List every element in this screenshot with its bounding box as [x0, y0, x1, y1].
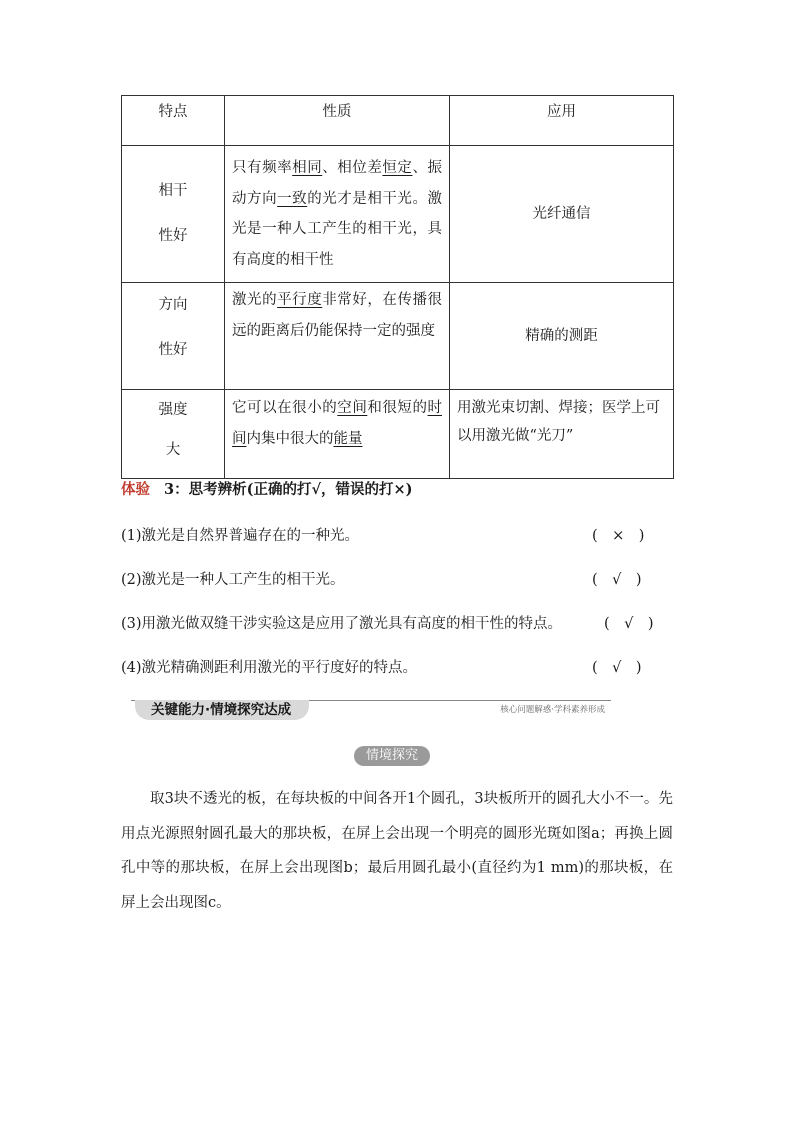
property-text: 它可以在很小的: [232, 400, 338, 416]
property-text: 、相位差: [322, 160, 383, 176]
section-banner: [131, 698, 611, 722]
header-application: 应用: [450, 96, 674, 146]
feature-cell: [122, 146, 225, 283]
underlined-term: 空间: [337, 400, 368, 416]
feature-text: 性好: [158, 228, 188, 244]
question-item: (1)激光是自然界普遍存在的一种光。: [121, 528, 360, 544]
application-cell: 精确的测距: [450, 283, 674, 390]
question-item: (3)用激光做双缝干涉实验这是应用了激光具有高度的相干性的特点。: [121, 616, 563, 632]
property-text: 的光才是相干光。激光是一种人工产生的相干光，具有高度的相干性: [232, 190, 443, 268]
property-cell: [225, 283, 450, 390]
question-answer: ( √ ): [604, 616, 654, 632]
header-property: 性质: [225, 96, 450, 146]
feature-text: 大: [165, 442, 181, 458]
application-cell: 用激光束切割、焊接；医学上可以用激光做“光刀”: [450, 390, 674, 479]
feature-cell: [122, 390, 225, 479]
property-text: 、振动方向: [232, 160, 443, 207]
question-item: (2)激光是一种人工产生的相干光。: [121, 572, 345, 588]
banner-title: 关键能力·情境探究达成: [135, 700, 309, 720]
table-row: [122, 390, 674, 479]
property-text: 非常好，在传播很远的距离后仍能保持一定的强度: [232, 292, 443, 339]
scenario-paragraph: 取3块不透光的板，在每块板的中间各开1个圆孔，3块板所开的圆孔大小不一。先用点光源照射圆孔最大的那块板，在屏上会出现一个明亮的圆形光斑如图a；再换上圆孔中等的那块板，在屏上会出现图b；最后用圆孔最小(直径约为1 mm)的那块板，在屏上会出现图c。: [121, 791, 673, 911]
underlined-term: 时间: [232, 400, 443, 447]
question-answer: ( √ ): [592, 572, 642, 588]
underlined-term: 一致: [277, 190, 308, 207]
experience-tag: 体验: [121, 481, 150, 498]
property-text: 激光的: [232, 292, 278, 308]
underlined-term: 平行度: [277, 292, 323, 308]
header-feature: 特点: [122, 96, 225, 146]
laser-properties-table: [121, 95, 674, 479]
question-answer: ( √ ): [592, 660, 642, 676]
underlined-term: 相同: [292, 160, 323, 176]
feature-text: 方向: [158, 297, 188, 313]
banner-subtitle: 核心问题解惑·学科素养形成: [500, 705, 605, 715]
feature-text: 性好: [158, 342, 188, 358]
table-row: [122, 283, 674, 390]
section-pill: 情境探究: [354, 746, 430, 766]
property-text: 只有频率: [232, 160, 293, 176]
experience-instruction: 3：思考辨析(正确的打√，错误的打×): [164, 481, 413, 498]
property-text: 内集中很大的: [246, 430, 334, 447]
table-row: [122, 146, 674, 283]
property-cell: [225, 146, 450, 283]
question-item: (4)激光精确测距利用激光的平行度好的特点。: [121, 660, 418, 676]
question-answer: ( × ): [592, 528, 645, 544]
feature-text: 相干: [158, 183, 188, 199]
experience-heading: [121, 478, 413, 499]
property-cell: [225, 390, 450, 479]
feature-text: 强度: [158, 402, 188, 418]
property-text: 和很短的: [367, 400, 428, 416]
underlined-term: 能量: [333, 430, 363, 447]
underlined-term: 恒定: [382, 160, 413, 176]
application-cell: 光纤通信: [450, 146, 674, 283]
table-header-row: [122, 96, 674, 146]
feature-cell: [122, 283, 225, 390]
